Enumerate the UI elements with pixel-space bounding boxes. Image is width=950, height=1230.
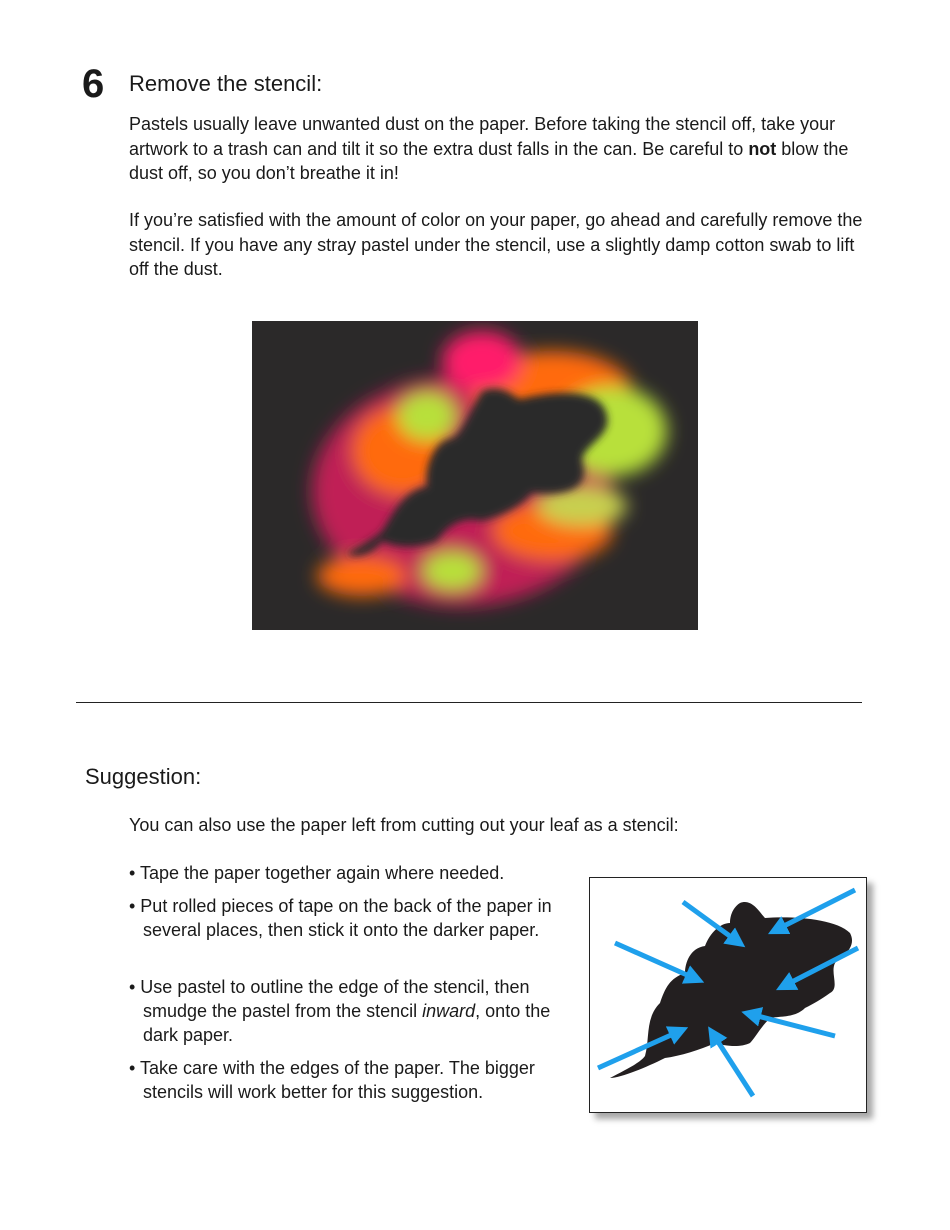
step-paragraph-2: If you’re satisfied with the amount of color on your paper, go ahead and carefully remove the stencil. If you have any stray pastel under the stencil, use a slightly damp cotton swab to lift off the dust. bbox=[129, 210, 863, 279]
list-item: • Take care with the edges of the paper. The bigger stencils will work better for this suggestion. bbox=[129, 1058, 535, 1102]
text: blow the dust off, so you don’t breathe it in! bbox=[129, 138, 849, 183]
arrow-icon bbox=[615, 943, 696, 979]
suggestion-intro: You can also use the paper left from cutting out your leaf as a stencil: bbox=[129, 815, 679, 835]
step-number: 6 bbox=[82, 62, 105, 106]
emphasis: not bbox=[748, 138, 777, 159]
list-item: • Tape the paper together again where needed. bbox=[129, 863, 505, 883]
text: , onto the dark paper. bbox=[143, 1001, 551, 1045]
text: • Use pastel to outline the edge of the stencil, then smudge the pastel from the stencil bbox=[129, 977, 530, 1021]
emphasis: inward bbox=[422, 1001, 476, 1021]
stencil-diagram bbox=[589, 877, 867, 1113]
text: Pastels usually leave unwanted dust on the paper. Before taking the stencil off, take your artwork to a trash can and tilt it so the extra dust falls in the can. Be careful to bbox=[129, 114, 836, 159]
list-item: • Put rolled pieces of tape on the back of the paper in several places, then stick it onto the darker paper. bbox=[129, 896, 552, 940]
section-divider bbox=[76, 702, 862, 703]
leaf-silhouette bbox=[610, 902, 852, 1078]
step-paragraph-1 bbox=[129, 112, 869, 186]
list-item bbox=[129, 975, 558, 1047]
suggestion-title: Suggestion: bbox=[85, 764, 202, 789]
pastel-artwork-photo bbox=[252, 321, 698, 630]
step-title: Remove the stencil: bbox=[129, 71, 323, 96]
